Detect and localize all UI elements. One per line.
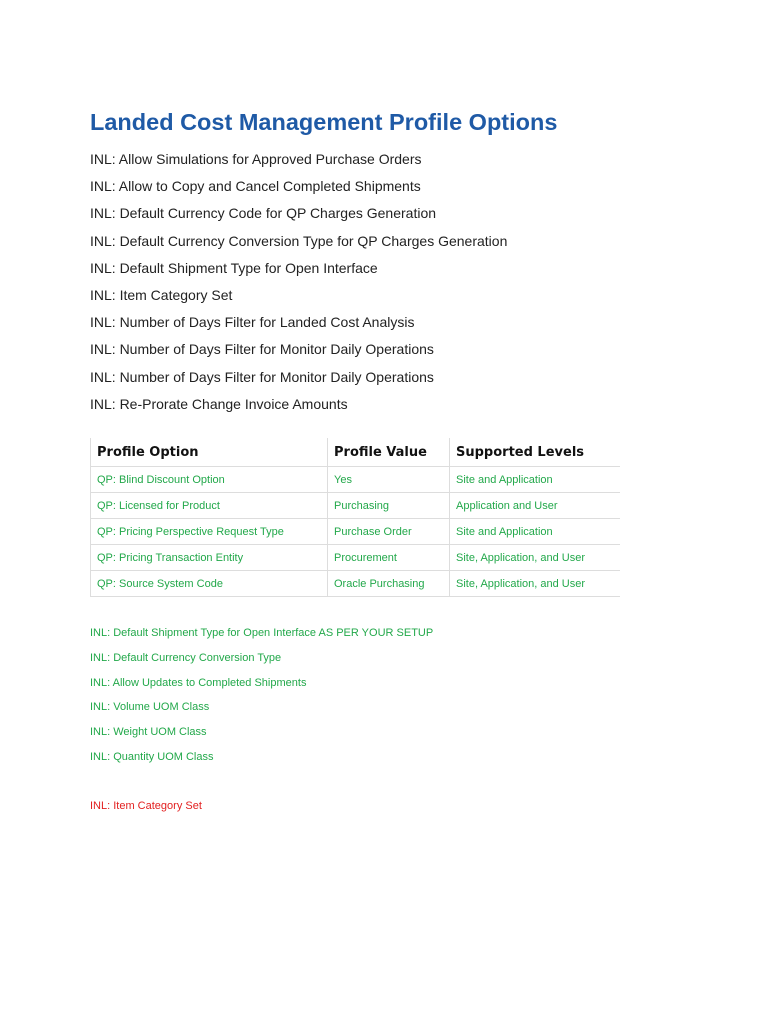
cell-profile-option: QP: Blind Discount Option — [91, 467, 328, 493]
cell-supported-levels: Site and Application — [450, 519, 620, 545]
table-row — [91, 571, 620, 597]
list-item: INL: Weight UOM Class — [90, 726, 207, 739]
cell-supported-levels: Application and User — [450, 493, 620, 519]
list-item: INL: Default Shipment Type for Open Interface — [90, 259, 378, 276]
cell-supported-levels: Site, Application, and User — [450, 571, 620, 597]
list-item: INL: Volume UOM Class — [90, 701, 210, 714]
page-title: Landed Cost Management Profile Options — [90, 109, 558, 135]
list-item: INL: Re-Prorate Change Invoice Amounts — [90, 395, 348, 412]
table-row — [91, 519, 620, 545]
list-item: INL: Allow Simulations for Approved Purchase Orders — [90, 151, 422, 167]
cell-profile-option: QP: Pricing Perspective Request Type — [91, 519, 328, 545]
cell-profile-option: QP: Licensed for Product — [91, 493, 328, 519]
list-item: INL: Number of Days Filter for Monitor Daily Operations — [90, 368, 434, 385]
cell-profile-value: Oracle Purchasing — [328, 571, 450, 597]
list-item: INL: Default Shipment Type for Open Interface AS PER YOUR SETUP — [90, 627, 434, 640]
cell-profile-value: Procurement — [328, 545, 450, 571]
cell-supported-levels: Site, Application, and User — [450, 545, 620, 571]
list-item: INL: Number of Days Filter for Landed Cost Analysis — [90, 314, 415, 331]
cell-supported-levels: Site and Application — [450, 467, 620, 493]
cell-profile-option: QP: Pricing Transaction Entity — [91, 545, 328, 571]
list-item: INL: Item Category Set — [90, 287, 233, 304]
list-item: INL: Allow to Copy and Cancel Completed Shipments — [90, 178, 421, 195]
table-header-row — [91, 438, 620, 467]
table-row — [91, 545, 620, 571]
list-item: INL: Number of Days Filter for Monitor Daily Operations — [90, 341, 434, 358]
list-item: INL: Quantity UOM Class — [90, 751, 214, 764]
cell-profile-value: Yes — [328, 467, 450, 493]
cell-profile-value: Purchase Order — [328, 519, 450, 545]
setup-notes-list — [90, 621, 710, 770]
document-page — [90, 106, 710, 813]
highlighted-note: INL: Item Category Set — [90, 799, 202, 812]
list-item: INL: Default Currency Conversion Type — [90, 651, 282, 664]
profile-options-table — [90, 438, 620, 597]
cell-profile-value: Purchasing — [328, 493, 450, 519]
column-header-supported-levels: Supported Levels — [450, 438, 620, 467]
cell-profile-option: QP: Source System Code — [91, 571, 328, 597]
column-header-profile-option: Profile Option — [91, 438, 328, 467]
table-row — [91, 467, 620, 493]
table-row — [91, 493, 620, 519]
list-item: INL: Allow Updates to Completed Shipments — [90, 676, 307, 689]
profile-options-list — [90, 146, 710, 418]
list-item: INL: Default Currency Conversion Type for QP Charges Generation — [90, 232, 508, 249]
column-header-profile-value: Profile Value — [328, 438, 450, 467]
list-item: INL: Default Currency Code for QP Charges Generation — [90, 205, 437, 222]
